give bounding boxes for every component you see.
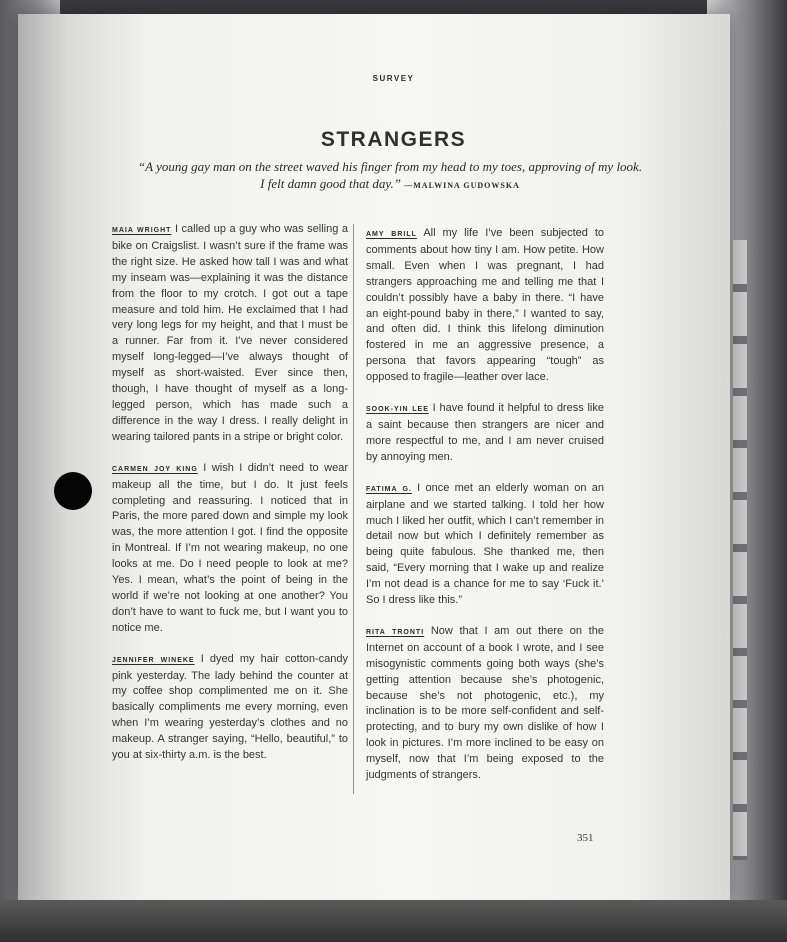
entry-text: Now that I am out there on the Internet on account of a book I wrote, and I see misogynistic comments going both ways (she’s getting attention because she’s photogenic, because she’s not photogenic, etc.), my inclination is to be more self-confident and self-protecting, and to bury my own dislike of how I look in pictures. I’m more inclined to be easy on myself, now that I’m being exposed to the judgments of strangers. [366,624,604,782]
entry-text: I have found it helpful to dress like a saint because then strangers are nicer and more respectful to me, and I am never cruised by annoying men. [366,402,604,463]
entry [112,222,348,446]
entry-text: All my life I’ve been subjected to comments about how tiny I am. How petite. How small. Even when I was pregnant, I had strangers approaching me and telling me that I couldn’t possibly have a baby in there. “I have an eight-pound baby in there,” I wanted to say, and often did. I think this lifelong diminution fostered in me an aggressive presence, a persona that favors appearing “tough” as opposed to fragile—leather over lace. [366,227,605,384]
entry [112,652,348,764]
running-head: SURVEY [372,74,415,83]
page-number: 351 [577,832,594,844]
column-divider [353,224,354,794]
entry-text: I dyed my hair cotton-candy pink yesterday. The lady behind the counter at my coffee shop complimented me on it. She basically compliments me every morning, even when I’m wearing yesterday’s clothes and no makeup. A stranger saying, “Hello, beautiful,” to you at six-thirty a.m. is the best. [112,652,349,762]
backdrop-bottom [0,900,787,942]
entry [366,226,604,386]
entry-text: I called up a guy who was selling a bike on Craigslist. I wasn’t sure if the frame was the right size. He asked how tall I was and what my inseam was—explaining it was the distance from the floor to my crotch. I got out a tape measure and told him. He exclaimed that I had very long legs for my height, and that I must be a runner. Far from it. I’ve never considered myself long-legged—I’ve always thought of myself as short-waisted. Ever since then, though, I have thought of myself as a long-legged person, which has made such a difference in the way I dress. I really delight in wearing tailored pants in a stripe or bright color. [112,223,348,443]
entry [366,481,604,609]
entry-name: SOOK-YIN LEE [366,406,429,414]
epigraph [135,158,645,194]
entry-name: JENNIFER WINEKE [112,656,195,664]
page-title: STRANGERS [320,128,467,151]
entry-name: MAIA WRIGHT [112,227,172,234]
right-column [366,226,604,799]
entry-name: FATIMA G. [366,485,412,493]
entry [366,624,604,784]
redaction-dot [54,472,92,510]
entry-text: I once met an elderly woman on an airplane and we started talking. I told her how much I liked her outfit, which I can’t remember in detail now but which I definitely remember as being quite fabulous. She thanked me, then said, “Every morning that I wake up and realize I’m not dead is a chance for me to say ‘Fuck it.’ So I dress like this.” [366,481,604,607]
left-column [112,222,348,779]
entry-name: AMY BRILL [366,231,417,238]
entry-name: CARMEN JOY KING [112,465,198,473]
epigraph-attribution: —MALWINA GUDOWSKA [404,181,520,190]
entry-name: RITA TRONTI [366,628,425,636]
entry-text: I wish I didn’t need to wear makeup all the time, but I do. It just feels completing and reassuring. I noticed that in Paris, the more pared down and simple my look was, the more attention I got. I find the opposite in Montreal. If I’m not wearing makeup, no one looks at me. Do I need people to look at me? Yes. I mean, what’s the point of being in the world if we’re not looking at one another? You don’t have to want to fuck me, but I want you to notice me. [112,461,348,634]
entry [366,401,604,466]
page-edges [733,240,747,860]
entry [112,461,348,637]
epigraph-quote: “A young gay man on the street waved his finger from my head to my toes, approving of my look. I felt damn good that day.” [137,159,643,191]
